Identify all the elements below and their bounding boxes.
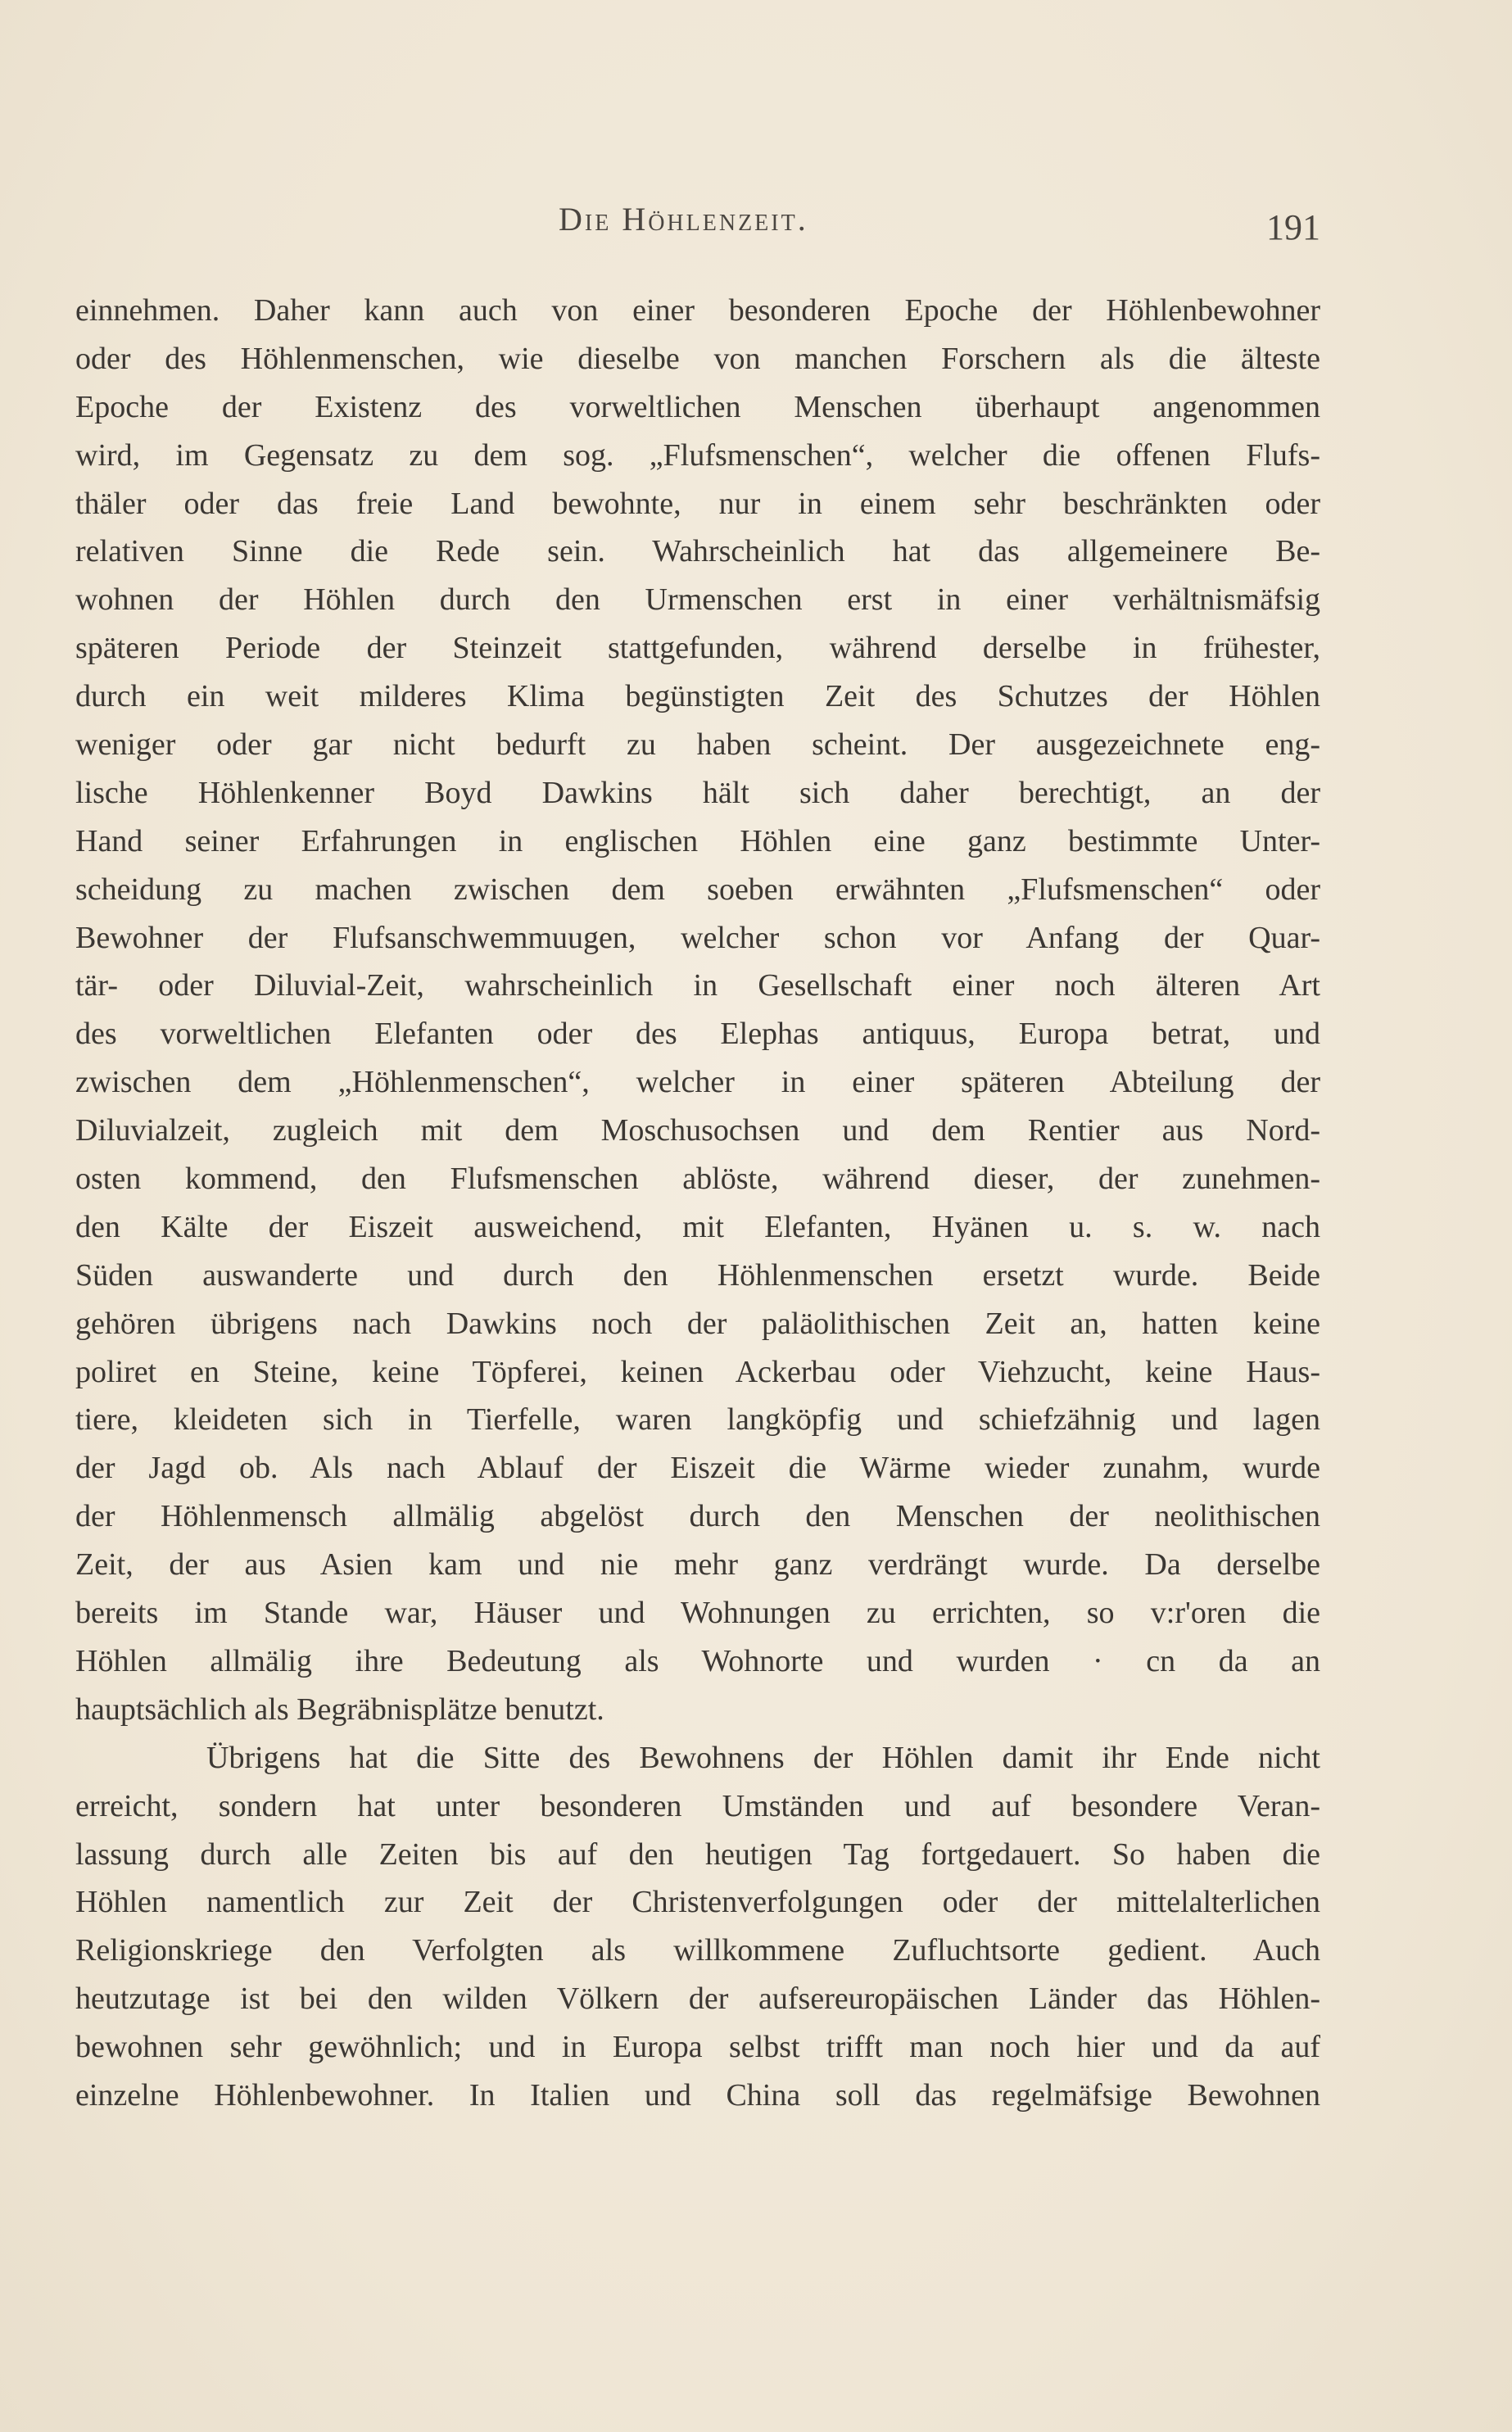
text-line: relativen Sinne die Rede sein. Wahrscheinlich hat das allgemeinere Be- <box>75 534 1320 569</box>
text-line: Religionskriege den Verfolgten als willkommene Zufluchtsorte gedient. Auch <box>75 1933 1320 1968</box>
text-line: Bewohner der Flufsanschwemmuugen, welcher schon vor Anfang der Quar- <box>75 920 1320 955</box>
page-number: 191 <box>1266 207 1320 247</box>
page-header <box>75 200 1320 249</box>
text-line: Höhlen namentlich zur Zeit der Christenverfolgungen oder der mittelalterlichen <box>75 1885 1320 1920</box>
text-line: poliret en Steine, keine Töpferei, keinen Ackerbau oder Viehzucht, keine Haus- <box>75 1354 1320 1389</box>
text-line: gehören übrigens nach Dawkins noch der paläolithischen Zeit an, hatten keine <box>75 1306 1320 1341</box>
text-line: Höhlen allmälig ihre Bedeutung als Wohnorte und wurden · cn da an <box>75 1643 1320 1678</box>
text-line: wird, im Gegensatz zu dem sog. „Flufsmenschen“, welcher die offenen Flufs- <box>75 437 1320 473</box>
text-line: der Höhlenmensch allmälig abgelöst durch den Menschen der neolithischen <box>75 1499 1320 1534</box>
text-line: erreicht, sondern hat unter besonderen Umständen und auf besondere Veran- <box>75 1788 1320 1823</box>
running-title: Die Höhlenzeit. <box>559 201 808 238</box>
text-line: wohnen der Höhlen durch den Urmenschen erst in einer verhältnismäfsig <box>75 582 1320 618</box>
text-line: der Jagd ob. Als nach Ablauf der Eiszeit die Wärme wieder zunahm, wurde <box>75 1451 1320 1486</box>
text-line: weniger oder gar nicht bedurft zu haben scheint. Der ausgezeichnete eng- <box>75 727 1320 763</box>
text-line: tiere, kleideten sich in Tierfelle, waren langköpfig und schiefzähnig und lagen <box>75 1402 1320 1438</box>
text-line: einnehmen. Daher kann auch von einer besonderen Epoche der Höhlenbewohner <box>75 293 1320 328</box>
text-line: scheidung zu machen zwischen dem soeben erwähnten „Flufsmenschen“ oder <box>75 872 1320 907</box>
text-line: zwischen dem „Höhlenmenschen“, welcher in einer späteren Abteilung der <box>75 1065 1320 1100</box>
text-line: bereits im Stande war, Häuser und Wohnungen zu errichten, so v:r'oren die <box>75 1596 1320 1631</box>
text-line: lische Höhlenkenner Boyd Dawkins hält sich daher berechtigt, an der <box>75 775 1320 810</box>
text-line: Süden auswanderte und durch den Höhlenmenschen ersetzt wurde. Beide <box>75 1257 1320 1293</box>
text-line: thäler oder das freie Land bewohnte, nur in einem sehr beschränkten oder <box>75 486 1320 521</box>
text-line-paragraph-start: Übrigens hat die Sitte des Bewohnens der Höhlen damit ihr Ende nicht <box>206 1740 1320 1775</box>
text-line: heutzutage ist bei den wilden Völkern der aufsereuropäischen Länder das Höhlen- <box>75 1981 1320 2017</box>
text-line: Diluvialzeit, zugleich mit dem Moschusochsen und dem Rentier aus Nord- <box>75 1113 1320 1148</box>
text-line: oder des Höhlenmenschen, wie dieselbe von manchen Forschern als die älteste <box>75 341 1320 376</box>
text-line: Epoche der Existenz des vorweltlichen Menschen überhaupt angenommen <box>75 389 1320 424</box>
text-line: osten kommend, den Flufsmenschen ablöste, während dieser, der zunehmen- <box>75 1162 1320 1197</box>
text-line: einzelne Höhlenbewohner. In Italien und China soll das regelmäfsige Bewohnen <box>75 2077 1320 2113</box>
text-line: durch ein weit milderes Klima begünstigten Zeit des Schutzes der Höhlen <box>75 679 1320 714</box>
text-line: Hand seiner Erfahrungen in englischen Höhlen eine ganz bestimmte Unter- <box>75 823 1320 858</box>
text-line: bewohnen sehr gewöhnlich; und in Europa selbst trifft man noch hier und da auf <box>75 2030 1320 2065</box>
text-line: tär- oder Diluvial-Zeit, wahrscheinlich in Gesellschaft einer noch älteren Art <box>75 968 1320 1003</box>
text-line: des vorweltlichen Elefanten oder des Elephas antiquus, Europa betrat, und <box>75 1017 1320 1052</box>
text-line: den Kälte der Eiszeit ausweichend, mit Elefanten, Hyänen u. s. w. nach <box>75 1209 1320 1244</box>
body-text <box>75 287 1320 2120</box>
text-line: lassung durch alle Zeiten bis auf den heutigen Tag fortgedauert. So haben die <box>75 1836 1320 1872</box>
text-line-paragraph-end: hauptsächlich als Begräbnisplätze benutzt. <box>75 1692 604 1727</box>
text-line: Zeit, der aus Asien kam und nie mehr ganz verdrängt wurde. Da derselbe <box>75 1547 1320 1583</box>
text-line: späteren Periode der Steinzeit stattgefunden, während derselbe in frühester, <box>75 631 1320 666</box>
